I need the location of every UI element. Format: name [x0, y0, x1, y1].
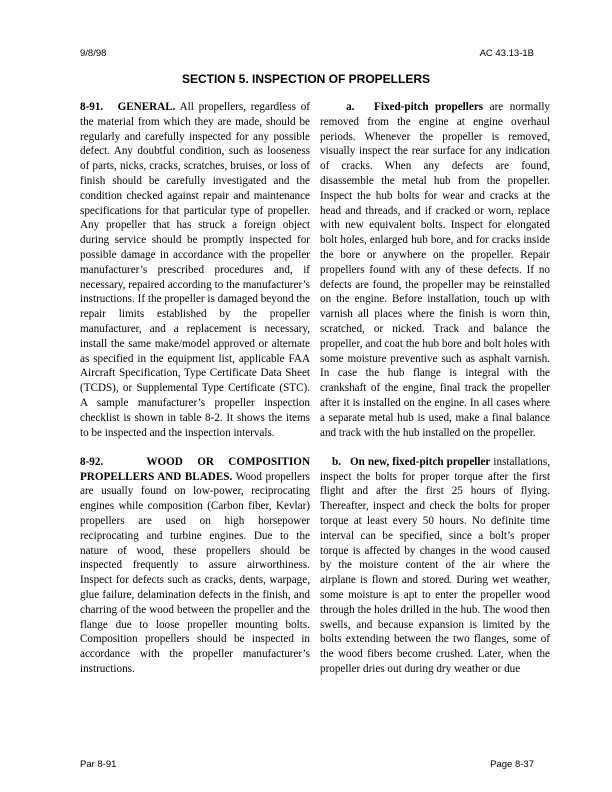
paragraph-number: 8-92.: [80, 455, 104, 468]
subparagraph-heading: Fixed-pitch propellers: [374, 101, 484, 113]
paragraph-heading: WOOD OR COMPOSITION PROPELLERS AND BLADES.: [80, 455, 310, 483]
subparagraph-a: [320, 100, 550, 440]
subparagraph-label: a.: [346, 101, 355, 113]
right-column: [320, 100, 550, 677]
paragraph-heading: GENERAL.: [117, 101, 176, 113]
header-doc-id: AC 43.13-1B: [479, 48, 534, 59]
left-column: [80, 100, 310, 677]
subparagraph-heading: On new, fixed-pitch propeller: [350, 455, 491, 468]
paragraph-8-91: [80, 100, 310, 440]
footer-page-number: Page 8-37: [490, 759, 534, 770]
paragraph-body: Wood propellers are usually found on low-power, reciprocating engines while composition (Carbon fiber, Kevlar) propellers are used on high horsepower reciprocating and turbine engines. Due to the nature of wood, these propellers should be inspected frequently to assure airworthiness. Inspect for defects such as cracks, dents, warpage, glue failure, delamination defects in the finish, and charring of the wood between the propeller and the flange due to loose propeller mounting bolts. Composition propellers should be inspected in accordance with the propeller manufacturer’s instructions.: [80, 470, 310, 675]
paragraph-body: All propellers, regardless of the material from which they are made, should be regularly and carefully inspected for any possible defect. Any doubtful condition, such as looseness of parts, nicks, cracks, scratches, bruises, or loss of finish should be carefully investigated and the condition checked against repair and maintenance specifications for that particular type of propeller. Any propeller that has struck a foreign object during service should be promptly inspected for possible damage in accordance with the propeller manufacturer’s prescribed procedures and, if necessary, repaired according to the manufacturer’s instructions. If the propeller is damaged beyond the repair limits established by the propeller manufacturer, and a replacement is necessary, install the same make/model approved or alternate as specified in the equipment list, applicable FAA Aircraft Specification, Type Certificate Data Sheet (TCDS), or Supplemental Type Certificate (STC). A sample manufacturer’s propeller inspection checklist is shown in table 8-2. It shows the items to be inspected and the inspection intervals.: [80, 101, 310, 439]
subparagraph-body: are normally removed from the engine at engine overhaul periods. Whenever the propeller is removed, visually inspect the rear surface for any indication of cracks. When any defects are found, disassemble the metal hub from the propeller. Inspect the hub bolts for wear and cracks at the head and threads, and if cracked or worn, replace with new equivalent bolts. Inspect for elongated bolt holes, enlarged hub bore, and for cracks inside the bore or anywhere on the propeller. Repair propellers found with any of these defects. If no defects are found, the propeller may be reinstalled on the engine. Before installation, touch up with varnish all places where the finish is worn thin, scratched, or nicked. Track and balance the propeller, and coat the hub bore and bolt holes with some moisture preventive such as asphalt varnish. In case the hub flange is integral with the crankshaft of the engine, final track the propeller after it is installed on the engine. In all cases where a separate metal hub is used, make a final balance and track with the hub installed on the propeller.: [320, 101, 550, 439]
subparagraph-body: installations, inspect the bolts for proper torque after the first flight and after the first 25 hours of flying. Thereafter, inspect and check the bolts for proper torque at least every 50 hours. No definite time interval can be specified, since a bolt’s proper torque is affected by changes in the wood caused by the moisture content of the air where the airplane is flown and stored. During wet weather, some moisture is apt to enter the propeller wood through the holes drilled in the hub. The wood then swells, and because expansion is limited by the bolts extending between the two flanges, some of the wood fibers become crushed. Later, when the propeller dries out during dry weather or due: [320, 455, 550, 675]
paragraph-number: 8-91.: [80, 101, 104, 113]
subparagraph-b: [320, 455, 550, 677]
paragraph-8-92: [80, 455, 310, 677]
subparagraph-label: b.: [332, 455, 341, 468]
header-date: 9/8/98: [80, 48, 107, 59]
footer-paragraph-ref: Par 8-91: [80, 759, 117, 770]
section-title: SECTION 5. INSPECTION OF PROPELLERS: [181, 72, 431, 86]
